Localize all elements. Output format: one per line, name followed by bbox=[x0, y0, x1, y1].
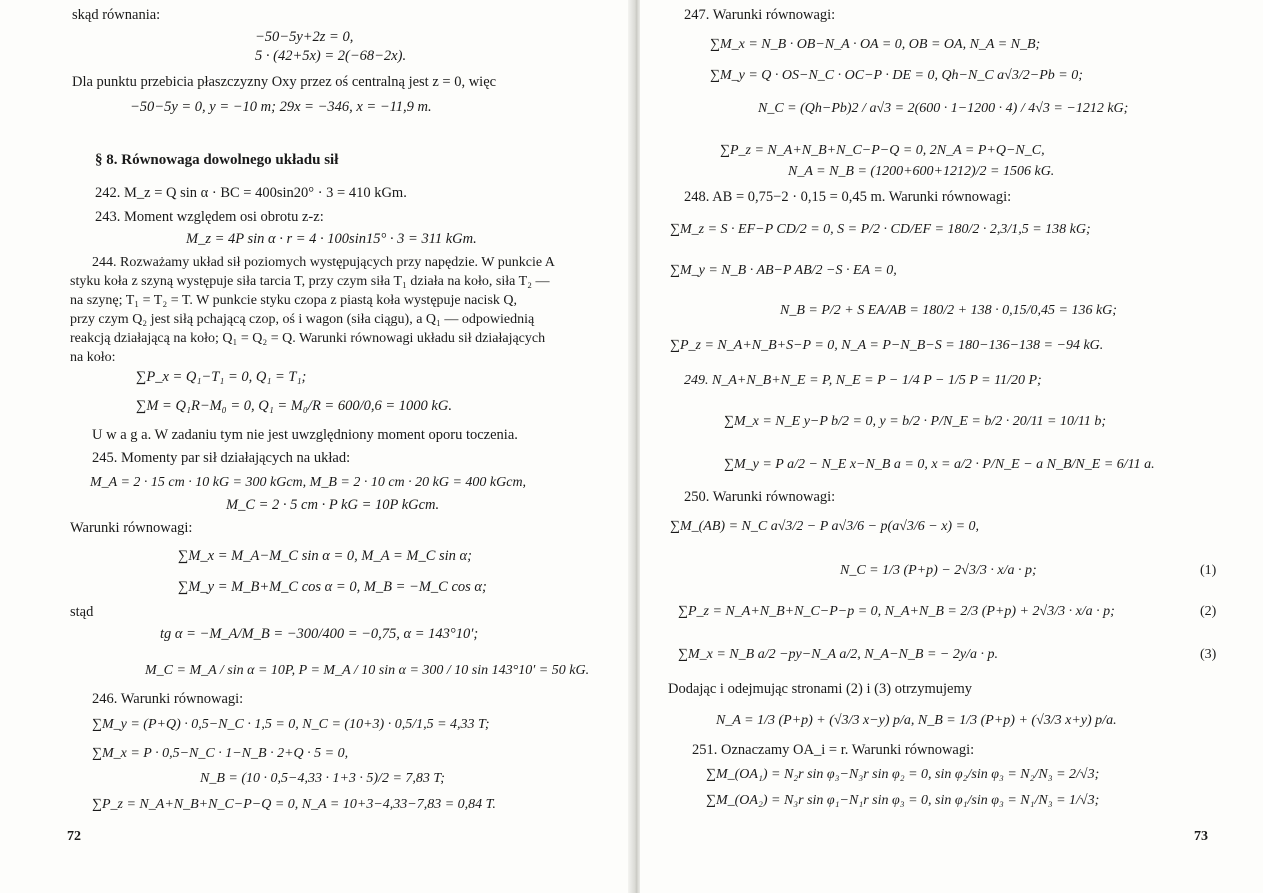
equation-number: (2) bbox=[1200, 604, 1217, 619]
text-line: Dodając i odejmując stronami (2) i (3) otrzymujemy bbox=[668, 681, 973, 697]
text-line: reakcją działającą na koło; Q₁ = Q₂ = Q. Warunki równowagi układu sił działających bbox=[70, 331, 546, 346]
equation: ∑M_x = N_E y−P b/2 = 0, y = b/2 · P/N_E = b/2 · 20/11 = 10/11 b; bbox=[724, 414, 1107, 429]
problem-251: 251. Oznaczamy OA_i = r. Warunki równowagi: bbox=[692, 742, 975, 758]
page-number: 73 bbox=[1194, 829, 1208, 844]
right-page bbox=[640, 0, 1263, 893]
equation: M_z = 4P sin α · r = 4 · 100sin15° · 3 = 311 kGm. bbox=[186, 231, 477, 247]
problem-242: 242. M_z = Q sin α · BC = 400sin20° · 3 = 410 kGm. bbox=[95, 185, 407, 201]
equation: N_C = (Qh−Pb)2 / a√3 = 2(600 · 1−1200 · 4) / 4√3 = −1212 kG; bbox=[758, 101, 1129, 116]
equation: ∑M_y = M_B+M_C cos α = 0, M_B = −M_C cos α; bbox=[178, 579, 487, 595]
page-number: 72 bbox=[67, 829, 81, 844]
text-line: styku koła z szyną występuje siła tarcia T, przy czym siła T₁ działa na koło, siła T₂ — bbox=[70, 274, 550, 289]
equation: ∑P_z = N_A+N_B+N_C−P−Q = 0, N_A = 10+3−4,33−7,83 = 0,84 T. bbox=[92, 797, 496, 812]
equation: M_C = M_A / sin α = 10P, P = M_A / 10 sin α = 300 / 10 sin 143°10′ = 50 kG. bbox=[145, 663, 590, 678]
text-line: na koło: bbox=[70, 350, 116, 365]
problem-248: 248. AB = 0,75−2 · 0,15 = 0,45 m. Warunki równowagi: bbox=[684, 189, 1012, 205]
equation: M_C = 2 · 5 cm · P kG = 10P kGcm. bbox=[226, 497, 440, 513]
equation: N_B = P/2 + S EA/AB = 180/2 + 138 · 0,15/0,45 = 136 kG; bbox=[780, 303, 1117, 318]
section-heading: § 8. Równowaga dowolnego układu sił bbox=[95, 152, 339, 168]
equation: N_A = N_B = (1200+600+1212)/2 = 1506 kG. bbox=[788, 164, 1055, 179]
equation: −50−5y+2z = 0, bbox=[255, 29, 354, 45]
problem-247: 247. Warunki równowagi: bbox=[684, 7, 836, 23]
equation: M_A = 2 · 15 cm · 10 kG = 300 kGcm, M_B = 2 · 10 cm · 20 kG = 400 kGcm, bbox=[90, 475, 527, 490]
equation: ∑M_x = P · 0,5−N_C · 1−N_B · 2+Q · 5 = 0, bbox=[92, 746, 349, 761]
equation: ∑M_(OA₁) = N₂r sin φ₃−N₃r sin φ₂ = 0, sin φ₂/sin φ₃ = N₂/N₃ = 2/√3; bbox=[706, 767, 1100, 782]
text-line: stąd bbox=[70, 604, 94, 620]
equation-number: (1) bbox=[1200, 563, 1217, 578]
note-line: U w a g a. W zadaniu tym nie jest uwzględniony moment oporu toczenia. bbox=[92, 427, 518, 443]
equation: tg α = −M_A/M_B = −300/400 = −0,75, α = 143°10′; bbox=[160, 626, 479, 642]
problem-250: 250. Warunki równowagi: bbox=[684, 489, 836, 505]
text-line: Warunki równowagi: bbox=[70, 520, 193, 536]
problem-245: 245. Momenty par sił działających na układ: bbox=[92, 450, 351, 466]
equation: ∑M_x = N_B a/2 −py−N_A a/2, N_A−N_B = − 2y/a · p. bbox=[678, 647, 998, 662]
equation: ∑M_y = P a/2 − N_E x−N_B a = 0, x = a/2 · P/N_E − a N_B/N_E = 6/11 a. bbox=[724, 457, 1155, 472]
equation: −50−5y = 0, y = −10 m; 29x = −346, x = −11,9 m. bbox=[130, 99, 432, 115]
equation: ∑M_(AB) = N_C a√3/2 − P a√3/6 − p(a√3/6 − x) = 0, bbox=[670, 519, 980, 534]
problem-243: 243. Moment względem osi obrotu z-z: bbox=[95, 209, 324, 225]
equation: ∑P_z = N_A+N_B+N_C−P−p = 0, N_A+N_B = 2/3 (P+p) + 2√3/3 · x/a · p; bbox=[678, 604, 1115, 619]
problem-249: 249. N_A+N_B+N_E = P, N_E = P − 1/4 P − 1/5 P = 11/20 P; bbox=[684, 373, 1042, 388]
text-line: przy czym Q₂ jest siłą pchającą czop, oś i wagon (siła ciągu), a Q₁ — odpowiednią bbox=[70, 312, 535, 327]
equation: ∑M_x = N_B · OB−N_A · OA = 0, OB = OA, N_A = N_B; bbox=[710, 37, 1041, 52]
equation: ∑M_y = N_B · AB−P AB/2 −S · EA = 0, bbox=[670, 263, 897, 278]
equation: ∑M_(OA₂) = N₃r sin φ₁−N₁r sin φ₃ = 0, sin φ₁/sin φ₃ = N₁/N₃ = 1/√3; bbox=[706, 793, 1100, 808]
text-line: Dla punktu przebicia płaszczyzny Oxy przez oś centralną jest z = 0, więc bbox=[72, 74, 497, 90]
equation: ∑P_x = Q₁−T₁ = 0, Q₁ = T₁; bbox=[136, 369, 307, 385]
equation: ∑M_y = Q · OS−N_C · OC−P · DE = 0, Qh−N_C a√3/2−Pb = 0; bbox=[710, 68, 1083, 83]
problem-246: 246. Warunki równowagi: bbox=[92, 691, 244, 707]
equation: ∑M_z = S · EF−P CD/2 = 0, S = P/2 · CD/EF = 180/2 · 2,3/1,5 = 138 kG; bbox=[670, 222, 1091, 237]
equation: ∑M_y = (P+Q) · 0,5−N_C · 1,5 = 0, N_C = (10+3) · 0,5/1,5 = 4,33 T; bbox=[92, 717, 490, 732]
equation: ∑P_z = N_A+N_B+S−P = 0, N_A = P−N_B−S = 180−136−138 = −94 kG. bbox=[670, 338, 1104, 353]
equation: 5 · (42+5x) = 2(−68−2x). bbox=[255, 48, 407, 64]
equation: ∑P_z = N_A+N_B+N_C−P−Q = 0, 2N_A = P+Q−N_C, bbox=[720, 143, 1045, 158]
equation: N_C = 1/3 (P+p) − 2√3/3 · x/a · p; bbox=[840, 563, 1037, 578]
equation-number: (3) bbox=[1200, 647, 1217, 662]
problem-244: 244. Rozważamy układ sił poziomych występujących przy napędzie. W punkcie A bbox=[92, 255, 555, 270]
equation: N_B = (10 · 0,5−4,33 · 1+3 · 5)/2 = 7,83 T; bbox=[200, 771, 445, 786]
text-line: na szynę; T₁ = T₂ = T. W punkcie styku czopa z piastą koła występuje nacisk Q, bbox=[70, 293, 518, 308]
equation: N_A = 1/3 (P+p) + (√3/3 x−y) p/a, N_B = 1/3 (P+p) + (√3/3 x+y) p/a. bbox=[716, 713, 1117, 728]
text-line: skąd równania: bbox=[72, 7, 161, 23]
equation: ∑M_x = M_A−M_C sin α = 0, M_A = M_C sin α; bbox=[178, 548, 472, 564]
equation: ∑M = Q₁R−M₀ = 0, Q₁ = M₀/R = 600/0,6 = 1000 kG. bbox=[136, 398, 452, 414]
